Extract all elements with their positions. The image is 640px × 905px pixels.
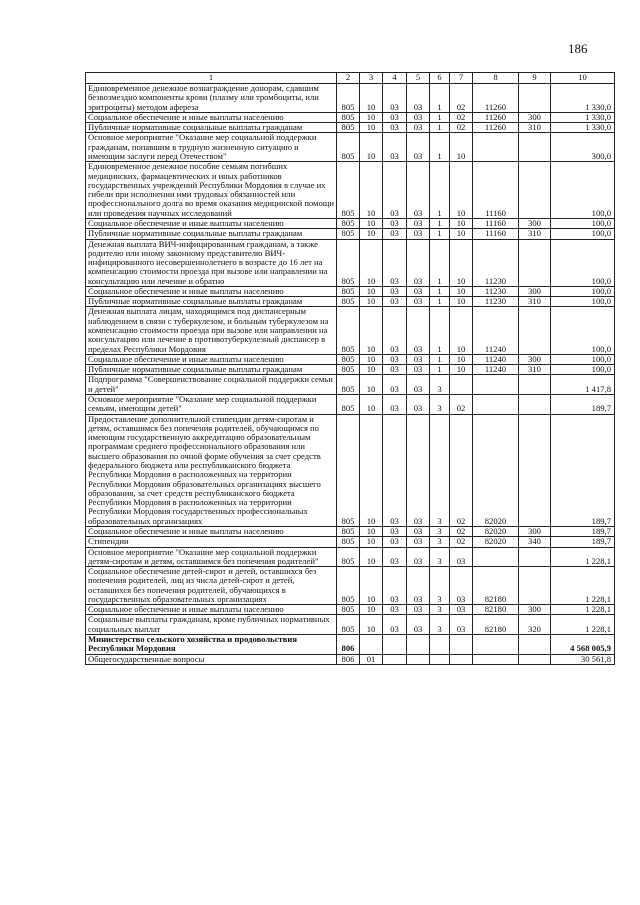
code-event-cell: 02 <box>450 112 473 122</box>
item-name-cell: Социальное обеспечение и иные выплаты населению <box>86 112 337 122</box>
code-direction-cell: 11260 <box>473 123 519 133</box>
code-expense-type-cell <box>519 635 551 655</box>
code-section-cell: 10 <box>360 605 383 615</box>
table-row <box>86 297 615 307</box>
code-section-cell: 10 <box>360 375 383 395</box>
code-subprogram-cell: 1 <box>430 162 450 219</box>
amount-cell: 100,0 <box>551 307 615 354</box>
code-grbs-cell: 805 <box>337 218 360 228</box>
code-direction-cell <box>473 375 519 395</box>
code-direction-cell: 82180 <box>473 567 519 605</box>
code-section-cell: 01 <box>360 654 383 664</box>
table-row <box>86 547 615 567</box>
item-name-cell: Основное мероприятие "Оказание мер социальной поддержки семьям, имеющим детей" <box>86 395 337 415</box>
code-grbs-cell: 805 <box>337 365 360 375</box>
item-name-cell: Публичные нормативные социальные выплаты гражданам <box>86 365 337 375</box>
code-event-cell: 10 <box>450 239 473 286</box>
code-subprogram-cell: 3 <box>430 615 450 635</box>
code-grbs-cell: 805 <box>337 526 360 536</box>
code-section-cell: 10 <box>360 123 383 133</box>
code-event-cell: 03 <box>450 615 473 635</box>
code-section-cell: 10 <box>360 162 383 219</box>
code-subsection-cell: 03 <box>383 354 407 364</box>
code-direction-cell: 11230 <box>473 286 519 296</box>
code-expense-type-cell: 300 <box>519 605 551 615</box>
code-subprogram-cell: 1 <box>430 133 450 162</box>
code-grbs-cell: 805 <box>337 605 360 615</box>
code-program-cell: 03 <box>407 162 430 219</box>
header-cell: 10 <box>551 73 615 84</box>
code-subsection-cell: 03 <box>383 526 407 536</box>
table-row <box>86 354 615 364</box>
code-program-cell: 03 <box>407 84 430 113</box>
code-grbs-cell: 805 <box>337 123 360 133</box>
item-name-cell: Социальное обеспечение и иные выплаты населению <box>86 218 337 228</box>
code-program-cell: 03 <box>407 307 430 354</box>
code-direction-cell: 11240 <box>473 365 519 375</box>
amount-cell: 100,0 <box>551 365 615 375</box>
code-subsection-cell: 03 <box>383 365 407 375</box>
code-expense-type-cell: 340 <box>519 537 551 547</box>
table-body <box>86 84 615 665</box>
code-event-cell: 02 <box>450 84 473 113</box>
code-subprogram-cell: 1 <box>430 229 450 239</box>
code-expense-type-cell <box>519 239 551 286</box>
amount-cell: 30 561,8 <box>551 654 615 664</box>
code-program-cell: 03 <box>407 537 430 547</box>
code-program-cell: 03 <box>407 615 430 635</box>
code-program-cell: 03 <box>407 547 430 567</box>
code-event-cell: 10 <box>450 218 473 228</box>
amount-cell: 1 228,1 <box>551 605 615 615</box>
code-grbs-cell: 805 <box>337 375 360 395</box>
item-name-cell: Социальное обеспечение и иные выплаты населению <box>86 286 337 296</box>
item-name-cell: Денежная выплата лицам, находящимся под диспансерным наблюдением в связи с туберкулезом, и больным туберкулезом на компенсацию стоимости проезда при вызове или направлении на консультацию или лечение в противотуберкулезный диспансер в пределах Республики Мордовия <box>86 307 337 354</box>
table-row <box>86 375 615 395</box>
code-event-cell: 02 <box>450 414 473 526</box>
table-row <box>86 395 615 415</box>
code-program-cell: 03 <box>407 133 430 162</box>
code-event-cell: 10 <box>450 229 473 239</box>
code-subsection-cell: 03 <box>383 123 407 133</box>
code-expense-type-cell <box>519 375 551 395</box>
page-number: 186 <box>568 41 588 56</box>
code-subsection-cell <box>383 654 407 664</box>
code-event-cell: 10 <box>450 297 473 307</box>
code-subsection-cell: 03 <box>383 615 407 635</box>
code-direction-cell: 82180 <box>473 615 519 635</box>
code-subsection-cell: 03 <box>383 218 407 228</box>
code-subsection-cell: 03 <box>383 133 407 162</box>
code-subprogram-cell: 3 <box>430 605 450 615</box>
code-expense-type-cell <box>519 133 551 162</box>
code-subprogram-cell <box>430 635 450 655</box>
code-section-cell <box>360 635 383 655</box>
code-subprogram-cell: 3 <box>430 526 450 536</box>
code-event-cell: 10 <box>450 307 473 354</box>
code-program-cell: 03 <box>407 354 430 364</box>
code-direction-cell: 82020 <box>473 414 519 526</box>
code-section-cell: 10 <box>360 307 383 354</box>
amount-cell: 300,0 <box>551 133 615 162</box>
code-subsection-cell: 03 <box>383 414 407 526</box>
code-expense-type-cell: 300 <box>519 526 551 536</box>
header-cell: 9 <box>519 73 551 84</box>
code-expense-type-cell <box>519 654 551 664</box>
code-subprogram-cell: 1 <box>430 112 450 122</box>
code-direction-cell <box>473 654 519 664</box>
code-subsection-cell: 03 <box>383 229 407 239</box>
amount-cell: 100,0 <box>551 218 615 228</box>
code-section-cell: 10 <box>360 218 383 228</box>
item-name-cell: Социальное обеспечение и иные выплаты населению <box>86 354 337 364</box>
code-subprogram-cell: 1 <box>430 307 450 354</box>
amount-cell: 189,7 <box>551 537 615 547</box>
table-row <box>86 615 615 635</box>
item-name-cell: Министерство сельского хозяйства и продовольствия Республики Мордовия <box>86 635 337 655</box>
code-grbs-cell: 805 <box>337 414 360 526</box>
code-expense-type-cell: 320 <box>519 615 551 635</box>
code-subsection-cell: 03 <box>383 547 407 567</box>
code-expense-type-cell: 310 <box>519 365 551 375</box>
code-program-cell: 03 <box>407 365 430 375</box>
code-grbs-cell: 806 <box>337 654 360 664</box>
code-subprogram-cell: 1 <box>430 354 450 364</box>
code-direction-cell: 11160 <box>473 229 519 239</box>
amount-cell: 1 228,1 <box>551 567 615 605</box>
code-subprogram-cell: 3 <box>430 395 450 415</box>
code-subprogram-cell <box>430 654 450 664</box>
code-program-cell: 03 <box>407 123 430 133</box>
code-direction-cell: 11230 <box>473 297 519 307</box>
code-subprogram-cell: 1 <box>430 286 450 296</box>
item-name-cell: Единовременное денежное пособие семьям погибших медицинских, фармацевтических и иных работников государственных учреждений Республики Мордовия в случае их гибели при исполнении ими трудовых обязанностей или профессионального долга во время оказания медицинской помощи или проведения научных исследований <box>86 162 337 219</box>
code-program-cell: 03 <box>407 375 430 395</box>
code-subprogram-cell: 1 <box>430 297 450 307</box>
code-program-cell: 03 <box>407 605 430 615</box>
item-name-cell: Общегосударственные вопросы <box>86 654 337 664</box>
code-subsection-cell: 03 <box>383 112 407 122</box>
header-cell: 2 <box>337 73 360 84</box>
code-subsection-cell: 03 <box>383 395 407 415</box>
code-grbs-cell: 805 <box>337 354 360 364</box>
code-section-cell: 10 <box>360 354 383 364</box>
code-expense-type-cell: 300 <box>519 286 551 296</box>
amount-cell: 189,7 <box>551 526 615 536</box>
code-event-cell <box>450 375 473 395</box>
amount-cell: 100,0 <box>551 162 615 219</box>
code-program-cell: 03 <box>407 395 430 415</box>
table-row <box>86 162 615 219</box>
code-expense-type-cell <box>519 162 551 219</box>
code-program-cell: 03 <box>407 239 430 286</box>
code-grbs-cell: 805 <box>337 537 360 547</box>
table-row <box>86 229 615 239</box>
code-subprogram-cell: 1 <box>430 123 450 133</box>
table-row <box>86 567 615 605</box>
table-row <box>86 218 615 228</box>
code-event-cell: 10 <box>450 286 473 296</box>
code-grbs-cell: 805 <box>337 307 360 354</box>
code-program-cell: 03 <box>407 567 430 605</box>
code-program-cell: 03 <box>407 414 430 526</box>
code-direction-cell: 11260 <box>473 84 519 113</box>
item-name-cell: Единовременное денежное вознаграждение донорам, сдавшим безвозмездно компоненты крови (плазму или тромбоциты, или эритроциты) методом афереза <box>86 84 337 113</box>
code-event-cell: 03 <box>450 567 473 605</box>
amount-cell: 189,7 <box>551 395 615 415</box>
code-subsection-cell: 03 <box>383 375 407 395</box>
table-row <box>86 123 615 133</box>
code-subprogram-cell: 1 <box>430 84 450 113</box>
code-expense-type-cell: 300 <box>519 112 551 122</box>
code-section-cell: 10 <box>360 239 383 286</box>
item-name-cell: Публичные нормативные социальные выплаты гражданам <box>86 297 337 307</box>
code-section-cell: 10 <box>360 547 383 567</box>
item-name-cell: Денежная выплата ВИЧ-инфицированным гражданам, а также родителю или иному законному представителю ВИЧ-инфицированного несовершеннолетнего в возрасте до 16 лет на компенсацию стоимости проезда при вызове или направлении на консультацию или лечение и обратно <box>86 239 337 286</box>
code-event-cell: 10 <box>450 365 473 375</box>
amount-cell: 189,7 <box>551 414 615 526</box>
amount-cell: 100,0 <box>551 354 615 364</box>
amount-cell: 1 228,1 <box>551 547 615 567</box>
code-subprogram-cell: 1 <box>430 365 450 375</box>
header-cell: 1 <box>86 73 337 84</box>
budget-table <box>85 72 615 665</box>
code-expense-type-cell: 310 <box>519 123 551 133</box>
code-grbs-cell: 805 <box>337 615 360 635</box>
header-cell: 6 <box>430 73 450 84</box>
amount-cell: 1 330,0 <box>551 84 615 113</box>
code-grbs-cell: 805 <box>337 133 360 162</box>
item-name-cell: Основное мероприятие "Оказание мер социальной поддержки гражданам, попавшим в трудную жизненную ситуацию и имеющим заслуги перед Отечеством" <box>86 133 337 162</box>
code-subprogram-cell: 1 <box>430 239 450 286</box>
code-program-cell: 03 <box>407 286 430 296</box>
item-name-cell: Публичные нормативные социальные выплаты гражданам <box>86 123 337 133</box>
amount-cell: 100,0 <box>551 239 615 286</box>
header-cell: 3 <box>360 73 383 84</box>
code-program-cell: 03 <box>407 112 430 122</box>
table-row <box>86 307 615 354</box>
item-name-cell: Основное мероприятие "Оказание мер социальной поддержки детям-сиротам и детям, оставшимся без попечения родителей" <box>86 547 337 567</box>
table-row <box>86 537 615 547</box>
code-grbs-cell: 805 <box>337 84 360 113</box>
header-cell: 4 <box>383 73 407 84</box>
table-header <box>86 73 615 84</box>
header-cell: 5 <box>407 73 430 84</box>
code-subsection-cell: 03 <box>383 567 407 605</box>
code-grbs-cell: 805 <box>337 162 360 219</box>
code-subsection-cell: 03 <box>383 297 407 307</box>
code-section-cell: 10 <box>360 84 383 113</box>
code-subsection-cell: 03 <box>383 162 407 219</box>
code-expense-type-cell <box>519 84 551 113</box>
code-event-cell: 10 <box>450 133 473 162</box>
code-event-cell: 10 <box>450 162 473 219</box>
code-direction-cell: 82180 <box>473 605 519 615</box>
code-subprogram-cell: 3 <box>430 375 450 395</box>
code-expense-type-cell: 300 <box>519 354 551 364</box>
code-expense-type-cell: 310 <box>519 297 551 307</box>
code-section-cell: 10 <box>360 229 383 239</box>
code-event-cell: 02 <box>450 537 473 547</box>
code-expense-type-cell <box>519 547 551 567</box>
code-section-cell: 10 <box>360 365 383 375</box>
code-subsection-cell: 03 <box>383 605 407 615</box>
amount-cell: 1 417,8 <box>551 375 615 395</box>
code-direction-cell: 11240 <box>473 307 519 354</box>
code-direction-cell: 11160 <box>473 162 519 219</box>
code-program-cell: 03 <box>407 526 430 536</box>
code-event-cell: 02 <box>450 123 473 133</box>
code-grbs-cell: 805 <box>337 395 360 415</box>
amount-cell: 1 228,1 <box>551 615 615 635</box>
code-subprogram-cell: 3 <box>430 537 450 547</box>
code-direction-cell <box>473 635 519 655</box>
code-section-cell: 10 <box>360 537 383 547</box>
amount-cell: 1 330,0 <box>551 123 615 133</box>
code-direction-cell: 11230 <box>473 239 519 286</box>
item-name-cell: Социальные выплаты гражданам, кроме публичных нормативных социальных выплат <box>86 615 337 635</box>
code-program-cell: 03 <box>407 297 430 307</box>
table-row <box>86 239 615 286</box>
code-event-cell: 02 <box>450 395 473 415</box>
code-subsection-cell: 03 <box>383 239 407 286</box>
amount-cell: 4 568 005,9 <box>551 635 615 655</box>
code-subprogram-cell: 1 <box>430 218 450 228</box>
code-section-cell: 10 <box>360 133 383 162</box>
table-row <box>86 526 615 536</box>
amount-cell: 100,0 <box>551 229 615 239</box>
code-direction-cell <box>473 547 519 567</box>
table-row <box>86 605 615 615</box>
code-grbs-cell: 805 <box>337 229 360 239</box>
table-row <box>86 365 615 375</box>
code-grbs-cell: 805 <box>337 547 360 567</box>
table-row <box>86 133 615 162</box>
code-section-cell: 10 <box>360 526 383 536</box>
code-program-cell <box>407 654 430 664</box>
code-expense-type-cell <box>519 395 551 415</box>
amount-cell: 100,0 <box>551 286 615 296</box>
code-section-cell: 10 <box>360 112 383 122</box>
code-program-cell <box>407 635 430 655</box>
code-section-cell: 10 <box>360 286 383 296</box>
code-event-cell: 03 <box>450 547 473 567</box>
code-event-cell <box>450 654 473 664</box>
code-expense-type-cell: 300 <box>519 218 551 228</box>
code-subsection-cell: 03 <box>383 286 407 296</box>
code-direction-cell <box>473 133 519 162</box>
code-expense-type-cell: 310 <box>519 229 551 239</box>
code-event-cell: 03 <box>450 605 473 615</box>
code-event-cell: 02 <box>450 526 473 536</box>
code-expense-type-cell <box>519 414 551 526</box>
code-grbs-cell: 805 <box>337 286 360 296</box>
code-grbs-cell: 805 <box>337 239 360 286</box>
code-grbs-cell: 805 <box>337 567 360 605</box>
item-name-cell: Социальное обеспечение и иные выплаты населению <box>86 605 337 615</box>
code-subsection-cell: 03 <box>383 307 407 354</box>
code-section-cell: 10 <box>360 414 383 526</box>
item-name-cell: Стипендии <box>86 537 337 547</box>
code-grbs-cell: 805 <box>337 297 360 307</box>
code-event-cell <box>450 635 473 655</box>
code-direction-cell: 11160 <box>473 218 519 228</box>
code-direction-cell: 11240 <box>473 354 519 364</box>
code-program-cell: 03 <box>407 218 430 228</box>
table-row <box>86 112 615 122</box>
header-cell: 7 <box>450 73 473 84</box>
code-subprogram-cell: 3 <box>430 567 450 605</box>
header-cell: 8 <box>473 73 519 84</box>
item-name-cell: Публичные нормативные социальные выплаты гражданам <box>86 229 337 239</box>
code-grbs-cell: 806 <box>337 635 360 655</box>
code-direction-cell: 82020 <box>473 537 519 547</box>
code-section-cell: 10 <box>360 615 383 635</box>
item-name-cell: Предоставление дополнительной стипендии детям-сиротам и детям, оставшимся без попечения родителей, обучающимся по имеющим государственную аккредитацию образовательным программам среднего профессионального образования или высшего образования по очной форме обучения за счет средств федерального бюджета или республиканского бюджета Республики Мордовия в расположенных на территории Республики Мордовия образовательных организациях высшего образования, за счет средств республиканского бюджета Республики Мордовия в расположенных на территории Республики Мордовия государственных профессиональных образовательных организациях <box>86 414 337 526</box>
code-subprogram-cell: 3 <box>430 547 450 567</box>
code-grbs-cell: 805 <box>337 112 360 122</box>
code-subsection-cell: 03 <box>383 84 407 113</box>
code-program-cell: 03 <box>407 229 430 239</box>
item-name-cell: Социальное обеспечение детей-сирот и детей, оставшихся без попечения родителей, лиц из числа детей-сирот и детей, оставшихся без попечения родителей, обучающихся в государственных образовательных организациях <box>86 567 337 605</box>
code-direction-cell: 11260 <box>473 112 519 122</box>
item-name-cell: Социальное обеспечение и иные выплаты населению <box>86 526 337 536</box>
code-expense-type-cell <box>519 307 551 354</box>
code-subprogram-cell: 3 <box>430 414 450 526</box>
code-direction-cell <box>473 395 519 415</box>
amount-cell: 100,0 <box>551 297 615 307</box>
table-row <box>86 84 615 113</box>
code-section-cell: 10 <box>360 297 383 307</box>
code-subsection-cell: 03 <box>383 537 407 547</box>
code-subsection-cell <box>383 635 407 655</box>
code-section-cell: 10 <box>360 395 383 415</box>
table-row <box>86 635 615 655</box>
code-section-cell: 10 <box>360 567 383 605</box>
code-direction-cell: 82020 <box>473 526 519 536</box>
code-event-cell: 10 <box>450 354 473 364</box>
item-name-cell: Подпрограмма "Совершенствование социальной поддержки семьи и детей" <box>86 375 337 395</box>
table-row <box>86 654 615 664</box>
code-expense-type-cell <box>519 567 551 605</box>
table-row <box>86 414 615 526</box>
amount-cell: 1 330,0 <box>551 112 615 122</box>
table-row <box>86 286 615 296</box>
